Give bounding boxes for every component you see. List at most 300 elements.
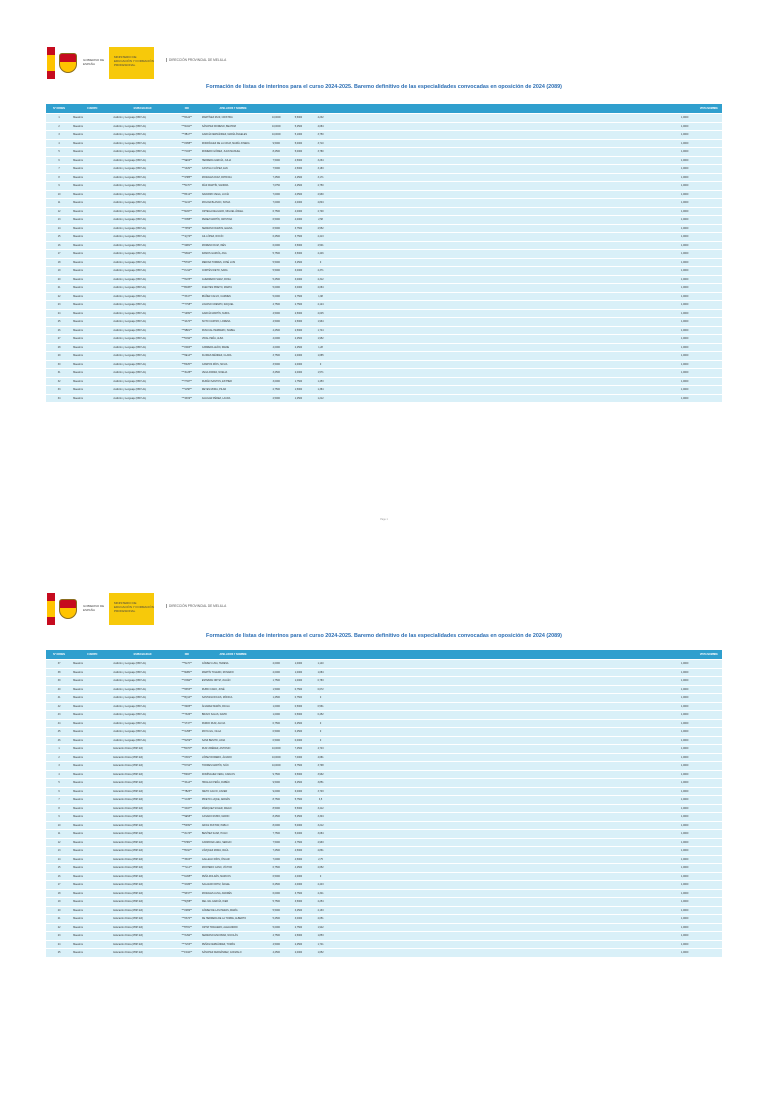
row-number: 21 (46, 915, 72, 923)
empty-cell (519, 677, 541, 685)
empty-cell (356, 796, 380, 804)
empty-cell (629, 165, 651, 173)
cuerpo-cell: Maestros (72, 284, 112, 292)
empty-cell (651, 686, 673, 694)
cuerpo-cell: Maestros (72, 873, 112, 881)
cuerpo-cell: Maestros (72, 788, 112, 796)
empty-cell (380, 310, 404, 318)
empty-cell (452, 276, 474, 284)
row-number: 44 (46, 720, 72, 728)
table-row (46, 140, 722, 148)
empty-cell (696, 873, 722, 881)
empty-cell (585, 881, 607, 889)
name-cell: LÓPEZ ROMERO, ÁLVARO (201, 754, 265, 762)
empty-cell (629, 318, 651, 326)
empty-cell (519, 720, 541, 728)
empty-cell (541, 839, 563, 847)
row-number: 11 (46, 830, 72, 838)
empty-cell (380, 199, 404, 207)
empty-cell (629, 754, 651, 762)
empty-cell (332, 779, 356, 787)
name-cell: BENÍTEZ SANZ, HUGO (201, 830, 265, 838)
column-header (332, 104, 356, 113)
especialidad-cell: Audición y Lenguaje (0597-AL) (112, 711, 172, 719)
empty-cell (404, 864, 428, 872)
empty-cell (497, 898, 519, 906)
empty-cell (474, 123, 496, 131)
row-number: 27 (46, 335, 72, 343)
empty-cell (629, 864, 651, 872)
empty-cell (585, 250, 607, 258)
empty-cell (428, 839, 452, 847)
especialidad-cell: Audición y Lenguaje (0597-AL) (112, 737, 172, 745)
score-cell: 3,7500 (287, 890, 309, 898)
empty-cell (380, 318, 404, 326)
empty-cell (332, 737, 356, 745)
empty-cell (629, 762, 651, 770)
name-cell: ORTIZ TRIGUERO, ALEJANDRO (201, 924, 265, 932)
score-cell: 3,0000 (287, 284, 309, 292)
table-row (46, 762, 722, 770)
empty-cell (563, 327, 585, 335)
empty-cell (629, 208, 651, 216)
empty-cell (696, 174, 722, 182)
empty-cell (404, 788, 428, 796)
cuerpo-cell: Maestros (72, 165, 112, 173)
especialidad-cell: Audición y Lenguaje (0597-AL) (112, 182, 172, 190)
empty-cell (585, 677, 607, 685)
score-cell: 3,5000 (287, 250, 309, 258)
especialidad-cell: Audición y Lenguaje (0597-AL) (112, 361, 172, 369)
dni-cell: ***1T47** (173, 720, 201, 728)
empty-cell (380, 182, 404, 190)
empty-cell (428, 847, 452, 855)
empty-cell (404, 941, 428, 949)
score-cell: 8,0000 (265, 822, 287, 830)
name-cell: SÁNCHEZ MORENO, BEATRIZ (201, 123, 265, 131)
dni-cell: ***8W36** (173, 284, 201, 292)
empty-cell (696, 941, 722, 949)
score-cell: 1,0000 (674, 114, 696, 122)
table-row (46, 754, 722, 762)
score-cell: 4,5000 (265, 941, 287, 949)
empty-cell (474, 813, 496, 821)
empty-cell (629, 157, 651, 165)
score-cell: 5,5000 (265, 907, 287, 915)
name-cell: MONTERO CANO, VÍCTOR (201, 864, 265, 872)
cuerpo-cell: Maestros (72, 813, 112, 821)
table-row (46, 881, 722, 889)
dni-cell: ***7H47** (173, 378, 201, 386)
cuerpo-cell: Maestros (72, 361, 112, 369)
empty-cell (428, 694, 452, 702)
row-number: 13 (46, 216, 72, 224)
cuerpo-cell: Maestros (72, 779, 112, 787)
score-cell: 1,7500 (265, 677, 287, 685)
especialidad-cell: Audición y Lenguaje (0597-AL) (112, 233, 172, 241)
empty-cell (563, 737, 585, 745)
empty-cell (696, 915, 722, 923)
document-title: Formación de listas de interinos para el curso 2024-2025. Baremo definitivo de las especialidades convocadas en oposición de 2024 (2089) (206, 633, 562, 639)
name-cell: GIL LÓPEZ, ROCÍO (201, 233, 265, 241)
empty-cell (585, 259, 607, 267)
empty-cell (585, 182, 607, 190)
empty-cell (356, 165, 380, 173)
empty-cell (474, 677, 496, 685)
empty-cell (541, 686, 563, 694)
empty-cell (356, 771, 380, 779)
empty-cell (497, 779, 519, 787)
empty-cell (541, 813, 563, 821)
empty-cell (404, 369, 428, 377)
score-cell: 7,5000 (265, 157, 287, 165)
empty-cell (519, 225, 541, 233)
empty-cell (585, 898, 607, 906)
empty-cell (497, 259, 519, 267)
empty-cell (474, 779, 496, 787)
empty-cell (356, 830, 380, 838)
cuerpo-cell: Maestros (72, 924, 112, 932)
empty-cell (696, 762, 722, 770)
empty-cell (541, 864, 563, 872)
empty-cell (497, 703, 519, 711)
empty-cell (356, 847, 380, 855)
empty-cell (428, 762, 452, 770)
empty-cell (585, 318, 607, 326)
empty-cell (563, 216, 585, 224)
especialidad-cell: Educación Física (0597-EF) (112, 898, 172, 906)
empty-cell (428, 924, 452, 932)
empty-cell (519, 318, 541, 326)
empty-cell (332, 856, 356, 864)
empty-cell (629, 796, 651, 804)
empty-cell (585, 131, 607, 139)
name-cell: CASTILLO LÓPEZ, EVA (201, 165, 265, 173)
empty-cell (519, 864, 541, 872)
empty-cell (696, 344, 722, 352)
empty-cell (497, 830, 519, 838)
empty-cell (356, 907, 380, 915)
empty-cell (629, 737, 651, 745)
row-number: 24 (46, 310, 72, 318)
empty-cell (696, 771, 722, 779)
row-number: 1 (46, 114, 72, 122)
empty-cell (332, 728, 356, 736)
score-cell: 1,0000 (674, 123, 696, 131)
empty-cell (332, 284, 356, 292)
cuerpo-cell: Maestros (72, 669, 112, 677)
empty-cell (607, 686, 629, 694)
score-cell: 1,28 (310, 344, 332, 352)
score-cell: 6,2500 (287, 779, 309, 787)
empty-cell (585, 233, 607, 241)
empty-cell (356, 182, 380, 190)
empty-cell (332, 327, 356, 335)
empty-cell (629, 856, 651, 864)
cuerpo-cell: Maestros (72, 898, 112, 906)
empty-cell (332, 182, 356, 190)
empty-cell (356, 233, 380, 241)
empty-cell (474, 924, 496, 932)
row-number: 46 (46, 737, 72, 745)
score-cell: 2,7500 (287, 924, 309, 932)
empty-cell (519, 191, 541, 199)
empty-cell (563, 907, 585, 915)
name-cell: IBÁÑEZ CALVO, CARMEN (201, 293, 265, 301)
empty-cell (585, 174, 607, 182)
empty-cell (452, 378, 474, 386)
empty-cell (607, 898, 629, 906)
empty-cell (519, 694, 541, 702)
empty-cell (696, 233, 722, 241)
column-header (474, 650, 496, 659)
row-number: 25 (46, 318, 72, 326)
table-row (46, 728, 722, 736)
empty-cell (541, 174, 563, 182)
empty-cell (332, 242, 356, 250)
empty-cell (404, 191, 428, 199)
empty-cell (696, 788, 722, 796)
column-header (541, 104, 563, 113)
score-cell: 2,312 (310, 276, 332, 284)
empty-cell (356, 301, 380, 309)
empty-cell (607, 788, 629, 796)
empty-cell (332, 369, 356, 377)
empty-cell (428, 395, 452, 403)
empty-cell (607, 856, 629, 864)
name-cell: PARDO RUIZ, ALICIA (201, 720, 265, 728)
column-header (380, 104, 404, 113)
empty-cell (404, 720, 428, 728)
score-cell: 7,0000 (265, 191, 287, 199)
empty-cell (519, 369, 541, 377)
empty-cell (541, 335, 563, 343)
empty-cell (629, 148, 651, 156)
empty-cell (607, 839, 629, 847)
empty-cell (356, 788, 380, 796)
score-cell: 2,5000 (287, 310, 309, 318)
empty-cell (452, 131, 474, 139)
empty-cell (585, 864, 607, 872)
empty-cell (497, 847, 519, 855)
score-cell: 1,0000 (674, 703, 696, 711)
empty-cell (452, 310, 474, 318)
empty-cell (696, 284, 722, 292)
empty-cell (474, 378, 496, 386)
empty-cell (563, 199, 585, 207)
table-row (46, 174, 722, 182)
empty-cell (428, 123, 452, 131)
table-header-row (46, 104, 722, 113)
especialidad-cell: Audición y Lenguaje (0597-AL) (112, 728, 172, 736)
column-header (287, 650, 309, 659)
empty-cell (696, 208, 722, 216)
empty-cell (356, 395, 380, 403)
empty-cell (428, 898, 452, 906)
empty-cell (404, 165, 428, 173)
empty-cell (404, 250, 428, 258)
score-cell: 5,5000 (287, 805, 309, 813)
name-cell: ORTEGA DELGADO, MIGUEL ÁNGEL (201, 208, 265, 216)
empty-cell (541, 711, 563, 719)
especialidad-cell: Audición y Lenguaje (0597-AL) (112, 352, 172, 360)
table-row (46, 284, 722, 292)
empty-cell (404, 208, 428, 216)
empty-cell (607, 123, 629, 131)
coat-of-arms-icon (59, 599, 77, 619)
especialidad-cell: Educación Física (0597-EF) (112, 796, 172, 804)
empty-cell (629, 131, 651, 139)
name-cell: GÓMEZ DE LAS HERAS, MARÍA (201, 907, 265, 915)
empty-cell (585, 830, 607, 838)
cuerpo-cell: Maestros (72, 208, 112, 216)
empty-cell (332, 762, 356, 770)
empty-cell (585, 267, 607, 275)
empty-cell (563, 805, 585, 813)
empty-cell (404, 932, 428, 940)
score-cell: 4,0000 (287, 216, 309, 224)
empty-cell (497, 165, 519, 173)
empty-cell (497, 114, 519, 122)
empty-cell (404, 779, 428, 787)
table-row (46, 694, 722, 702)
table-row (46, 779, 722, 787)
empty-cell (629, 898, 651, 906)
empty-cell (380, 788, 404, 796)
empty-cell (452, 216, 474, 224)
score-cell: 1,0000 (674, 941, 696, 949)
empty-cell (428, 182, 452, 190)
empty-cell (651, 660, 673, 668)
empty-cell (332, 720, 356, 728)
empty-cell (497, 395, 519, 403)
cuerpo-cell: Maestros (72, 182, 112, 190)
empty-cell (629, 233, 651, 241)
name-cell: SANTANA ROJAS, MÓNICA (201, 694, 265, 702)
empty-cell (607, 216, 629, 224)
empty-cell (607, 754, 629, 762)
score-cell: 1,0000 (674, 898, 696, 906)
table-row (46, 242, 722, 250)
empty-cell (563, 259, 585, 267)
empty-cell (629, 327, 651, 335)
empty-cell (332, 395, 356, 403)
score-cell: 2,804 (310, 199, 332, 207)
score-cell: 1,0000 (674, 208, 696, 216)
empty-cell (563, 157, 585, 165)
table-row (46, 745, 722, 753)
empty-cell (474, 932, 496, 940)
score-cell: 3,5000 (287, 898, 309, 906)
empty-cell (452, 335, 474, 343)
empty-cell (380, 754, 404, 762)
empty-cell (607, 165, 629, 173)
score-cell: 1,0000 (674, 327, 696, 335)
empty-cell (380, 114, 404, 122)
empty-cell (332, 335, 356, 343)
empty-cell (428, 728, 452, 736)
especialidad-cell: Audición y Lenguaje (0597-AL) (112, 250, 172, 258)
especialidad-cell: Educación Física (0597-EF) (112, 873, 172, 881)
empty-cell (452, 140, 474, 148)
column-header: Nº ORDEN (46, 104, 72, 113)
empty-cell (629, 378, 651, 386)
name-cell: SOTO CASTRO, LORENA (201, 318, 265, 326)
empty-cell (380, 856, 404, 864)
score-cell: 6,0000 (265, 242, 287, 250)
ministry-logo (47, 593, 169, 625)
empty-cell (519, 395, 541, 403)
empty-cell (497, 822, 519, 830)
empty-cell (380, 233, 404, 241)
name-cell: MOLINA BLANCO, SONIA (201, 199, 265, 207)
empty-cell (629, 174, 651, 182)
score-cell: 1,0000 (674, 890, 696, 898)
empty-cell (585, 352, 607, 360)
dni-cell: ***6V25** (173, 276, 201, 284)
empty-cell (497, 864, 519, 872)
empty-cell (563, 293, 585, 301)
empty-cell (332, 267, 356, 275)
column-header (404, 650, 428, 659)
score-cell: 5,2500 (287, 123, 309, 131)
table-row (46, 310, 722, 318)
especialidad-cell: Audición y Lenguaje (0597-AL) (112, 157, 172, 165)
name-cell: ROMERO GÓMEZ, JUAN MANUEL (201, 148, 265, 156)
empty-cell (563, 352, 585, 360)
score-cell: 3,780 (310, 148, 332, 156)
empty-cell (356, 208, 380, 216)
dni-cell: ***5W70** (173, 745, 201, 753)
cuerpo-cell: Maestros (72, 327, 112, 335)
empty-cell (356, 890, 380, 898)
dni-cell: ***7P69** (173, 225, 201, 233)
score-cell: 1,0000 (674, 762, 696, 770)
column-header (404, 104, 428, 113)
empty-cell (585, 924, 607, 932)
empty-cell (585, 788, 607, 796)
empty-cell (519, 242, 541, 250)
score-cell: 3,0000 (287, 915, 309, 923)
empty-cell (332, 694, 356, 702)
score-cell: 2,413 (310, 233, 332, 241)
empty-cell (607, 890, 629, 898)
table-row (46, 344, 722, 352)
empty-cell (519, 199, 541, 207)
especialidad-cell: Educación Física (0597-EF) (112, 881, 172, 889)
empty-cell (497, 924, 519, 932)
empty-cell (541, 361, 563, 369)
empty-cell (356, 369, 380, 377)
empty-cell (541, 148, 563, 156)
score-cell: 3,750 (310, 131, 332, 139)
especialidad-cell: Educación Física (0597-EF) (112, 745, 172, 753)
empty-cell (696, 191, 722, 199)
empty-cell (474, 703, 496, 711)
empty-cell (607, 174, 629, 182)
empty-cell (380, 677, 404, 685)
empty-cell (541, 720, 563, 728)
empty-cell (696, 822, 722, 830)
empty-cell (332, 208, 356, 216)
empty-cell (332, 165, 356, 173)
empty-cell (452, 250, 474, 258)
column-header (332, 650, 356, 659)
empty-cell (356, 813, 380, 821)
empty-cell (585, 276, 607, 284)
empty-cell (380, 864, 404, 872)
score-cell: 2,960 (310, 191, 332, 199)
